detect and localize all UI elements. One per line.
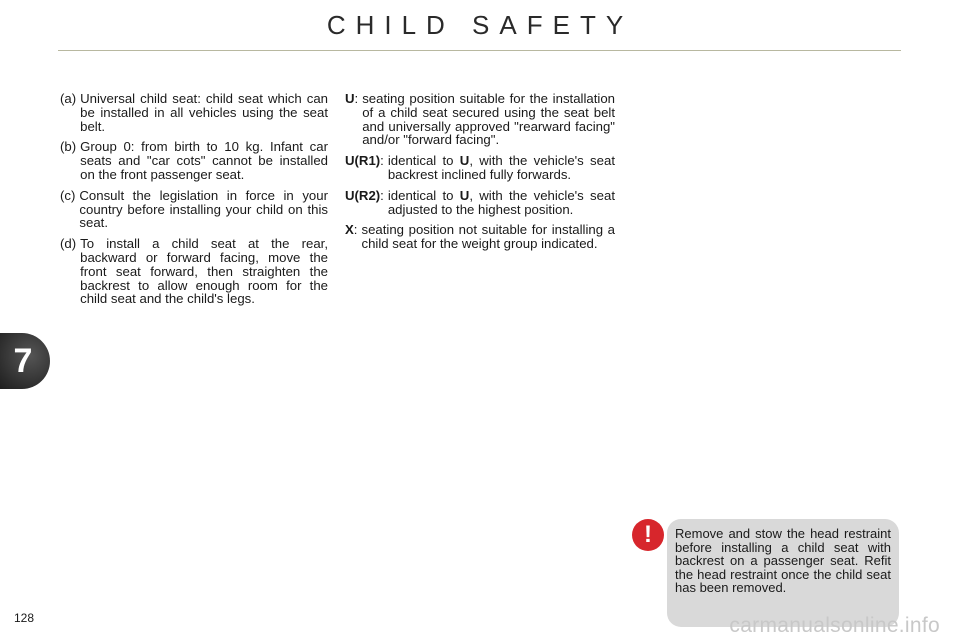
legend-code: U(R1) xyxy=(345,153,381,169)
legend-item-ur1 xyxy=(345,154,615,182)
warning-exclamation-icon: ! xyxy=(632,519,664,551)
footnote-label: (c) xyxy=(60,187,76,203)
chapter-tab xyxy=(0,333,50,389)
footnote-text: Consult the legislation in force in your country before installing your child on this seat. xyxy=(79,187,328,231)
footnote-label: (a) xyxy=(60,91,77,106)
legend-text xyxy=(388,154,615,182)
header-divider xyxy=(58,50,901,51)
legend-code-wrap xyxy=(345,154,388,182)
legend-text xyxy=(388,189,615,217)
footnote-text: Universal child seat: child seat which can be installed in all vehicles using the seat belt. xyxy=(80,91,328,134)
legend-code: U(R2) xyxy=(345,187,381,203)
legend-code-wrap xyxy=(345,92,362,147)
legend-ref: U xyxy=(459,153,470,169)
watermark: carmanualsonline.info xyxy=(729,614,940,637)
legend-text: seating position not suitable for installing a child seat for the weight group indicated. xyxy=(361,222,615,252)
legend-code-wrap xyxy=(345,223,361,251)
footnote-item xyxy=(60,189,328,230)
legend-pre: identical to xyxy=(387,153,460,169)
legend-item-ur2 xyxy=(345,189,615,217)
legend-separator: : xyxy=(380,153,384,169)
legend-rest: , with the vehicle's seat adjusted to the highest position. xyxy=(387,187,615,217)
chapter-number: 7 xyxy=(13,341,33,380)
legend-ref: U xyxy=(459,187,470,203)
legend-item-u xyxy=(345,92,615,147)
footnotes-column xyxy=(60,92,328,313)
warning-box: Remove and stow the head restraint before installing a child seat with backrest on a passenger seat. Refit the head restraint once the child seat has been removed. xyxy=(667,519,899,627)
footnote-label: (d) xyxy=(60,236,77,252)
legend-code: X xyxy=(345,222,354,238)
legend-column xyxy=(345,92,615,258)
legend-pre: identical to xyxy=(387,187,460,203)
legend-code: U xyxy=(345,91,355,106)
legend-separator: : xyxy=(380,187,384,203)
legend-text: seating position suitable for the installation of a child seat secured using the seat belt and universally approved "rearward facing" and/or "forward facing". xyxy=(362,91,615,148)
footnote-text: To install a child seat at the rear, backward or forward facing, move the front seat forward, then straighten the backrest to allow enough room for the child seat and the child's legs. xyxy=(80,236,328,307)
footnote-label: (b) xyxy=(60,139,77,155)
legend-item-x xyxy=(345,223,615,251)
legend-rest: , with the vehicle's seat backrest inclined fully forwards. xyxy=(387,153,615,182)
page-number: 128 xyxy=(14,611,35,625)
legend-separator: : xyxy=(353,222,358,238)
footnote-text: Group 0: from birth to 10 kg. Infant car seats and "car cots" cannot be installed on the front passenger seat. xyxy=(80,139,328,182)
page-title: CHILD SAFETY xyxy=(326,10,634,40)
footnote-item xyxy=(60,140,328,181)
legend-code-wrap xyxy=(345,189,388,217)
legend-separator: : xyxy=(354,91,359,106)
footnote-item xyxy=(60,237,328,306)
footnote-item xyxy=(60,92,328,133)
